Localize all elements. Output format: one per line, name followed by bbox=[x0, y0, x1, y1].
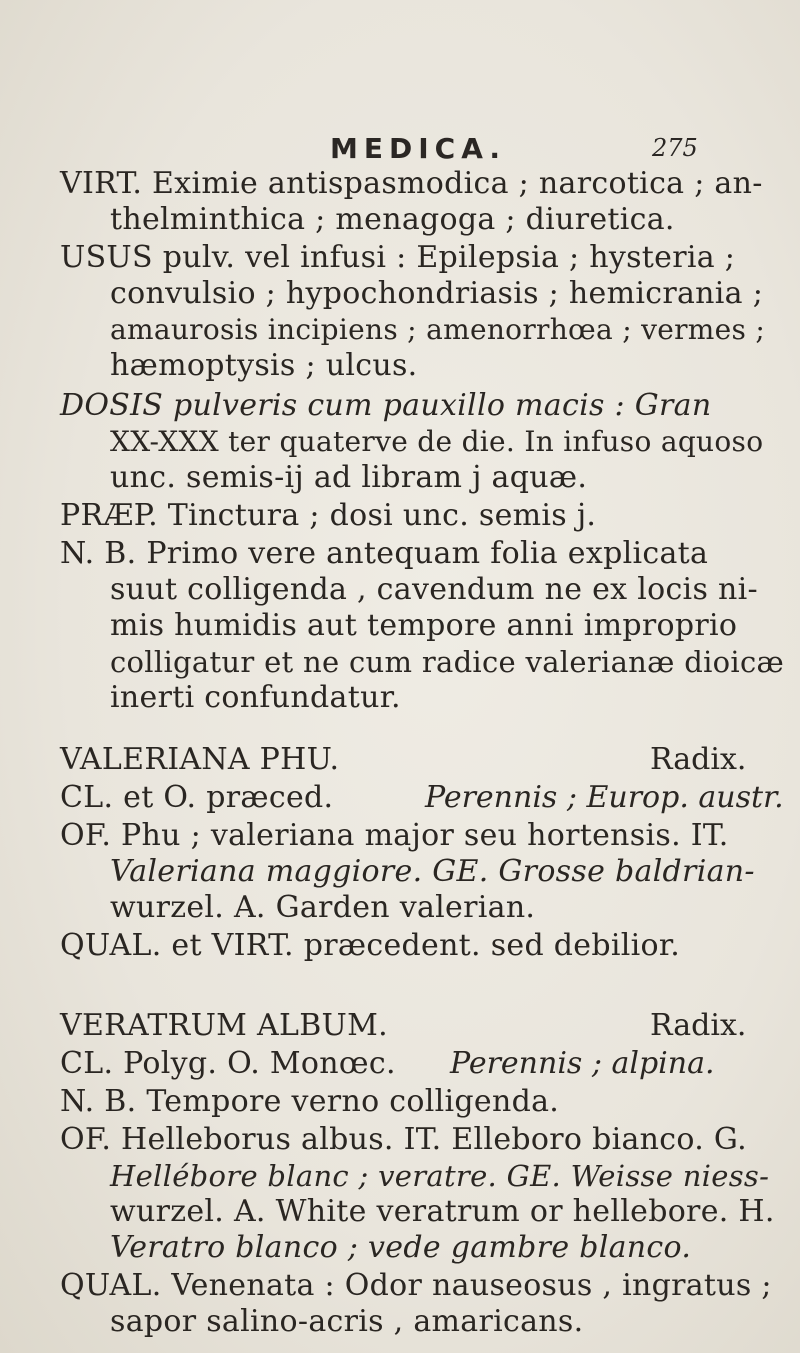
text-line: QUAL. Venenata : Odor nauseosus , ingratus ; bbox=[60, 1268, 772, 1303]
entry-heading: VERATRUM ALBUM. bbox=[60, 1008, 388, 1043]
text-line: CL. Polyg. O. Monœc. bbox=[60, 1046, 396, 1081]
text-line: OF. Helleborus albus. IT. Elleboro bianco. G. bbox=[60, 1122, 747, 1157]
entry-heading: VALERIANA PHU. bbox=[60, 742, 340, 777]
text-line: convulsio ; hypochondriasis ; hemicrania ; bbox=[110, 276, 764, 311]
text-line: sapor salino-acris , amaricans. bbox=[110, 1304, 584, 1339]
text-line: PRÆP. Tinctura ; dosi unc. semis j. bbox=[60, 498, 597, 533]
running-title: MEDICA. bbox=[330, 132, 507, 165]
text-line: wurzel. A. White veratrum or hellebore. H. bbox=[110, 1194, 775, 1229]
text-line: QUAL. et VIRT. præcedent. sed debilior. bbox=[60, 928, 681, 963]
text-line: XX-XXX ter quaterve de die. In infuso aquoso bbox=[110, 425, 764, 458]
text-line: thelminthica ; menagoga ; diuretica. bbox=[110, 202, 675, 237]
entry-part-label: Radix. bbox=[650, 742, 747, 777]
text-line: Veratro blanco ; vede gambre blanco. bbox=[110, 1230, 692, 1265]
text-line: N. B. Tempore verno colligenda. bbox=[60, 1084, 560, 1119]
text-line: wurzel. A. Garden valerian. bbox=[110, 890, 536, 925]
text-line: VIRT. Eximie antispasmodica ; narcotica ; an- bbox=[60, 166, 763, 201]
text-line: USUS pulv. vel infusi : Epilepsia ; hysteria ; bbox=[60, 240, 736, 275]
text-line-right: Perennis ; Europ. austr. bbox=[425, 780, 784, 815]
text-line-right: Perennis ; alpina. bbox=[450, 1046, 715, 1081]
text-line: hæmoptysis ; ulcus. bbox=[110, 348, 418, 383]
text-line: mis humidis aut tempore anni improprio bbox=[110, 608, 738, 643]
text-line: OF. Phu ; valeriana major seu hortensis. IT. bbox=[60, 818, 729, 853]
text-line: colligatur et ne cum radice valerianæ dioicæ bbox=[110, 645, 785, 679]
entry-part-label: Radix. bbox=[650, 1008, 747, 1043]
page-number: 275 bbox=[652, 134, 698, 162]
text-line: inerti confundatur. bbox=[110, 680, 401, 715]
text-line: DOSIS pulveris cum pauxillo macis : Gran bbox=[60, 388, 712, 423]
text-line: suut colligenda , cavendum ne ex locis ni- bbox=[110, 572, 758, 607]
text-line: Hellébore blanc ; veratre. GE. Weisse niess- bbox=[110, 1159, 770, 1193]
text-line: Valeriana maggiore. GE. Grosse baldrian- bbox=[110, 854, 755, 889]
text-line: amaurosis incipiens ; amenorrhœa ; vermes ; bbox=[110, 313, 766, 346]
text-line: CL. et O. præced. bbox=[60, 780, 334, 815]
text-line: unc. semis-ij ad libram j aquæ. bbox=[110, 460, 588, 495]
text-line: N. B. Primo vere antequam folia explicata bbox=[60, 536, 709, 571]
